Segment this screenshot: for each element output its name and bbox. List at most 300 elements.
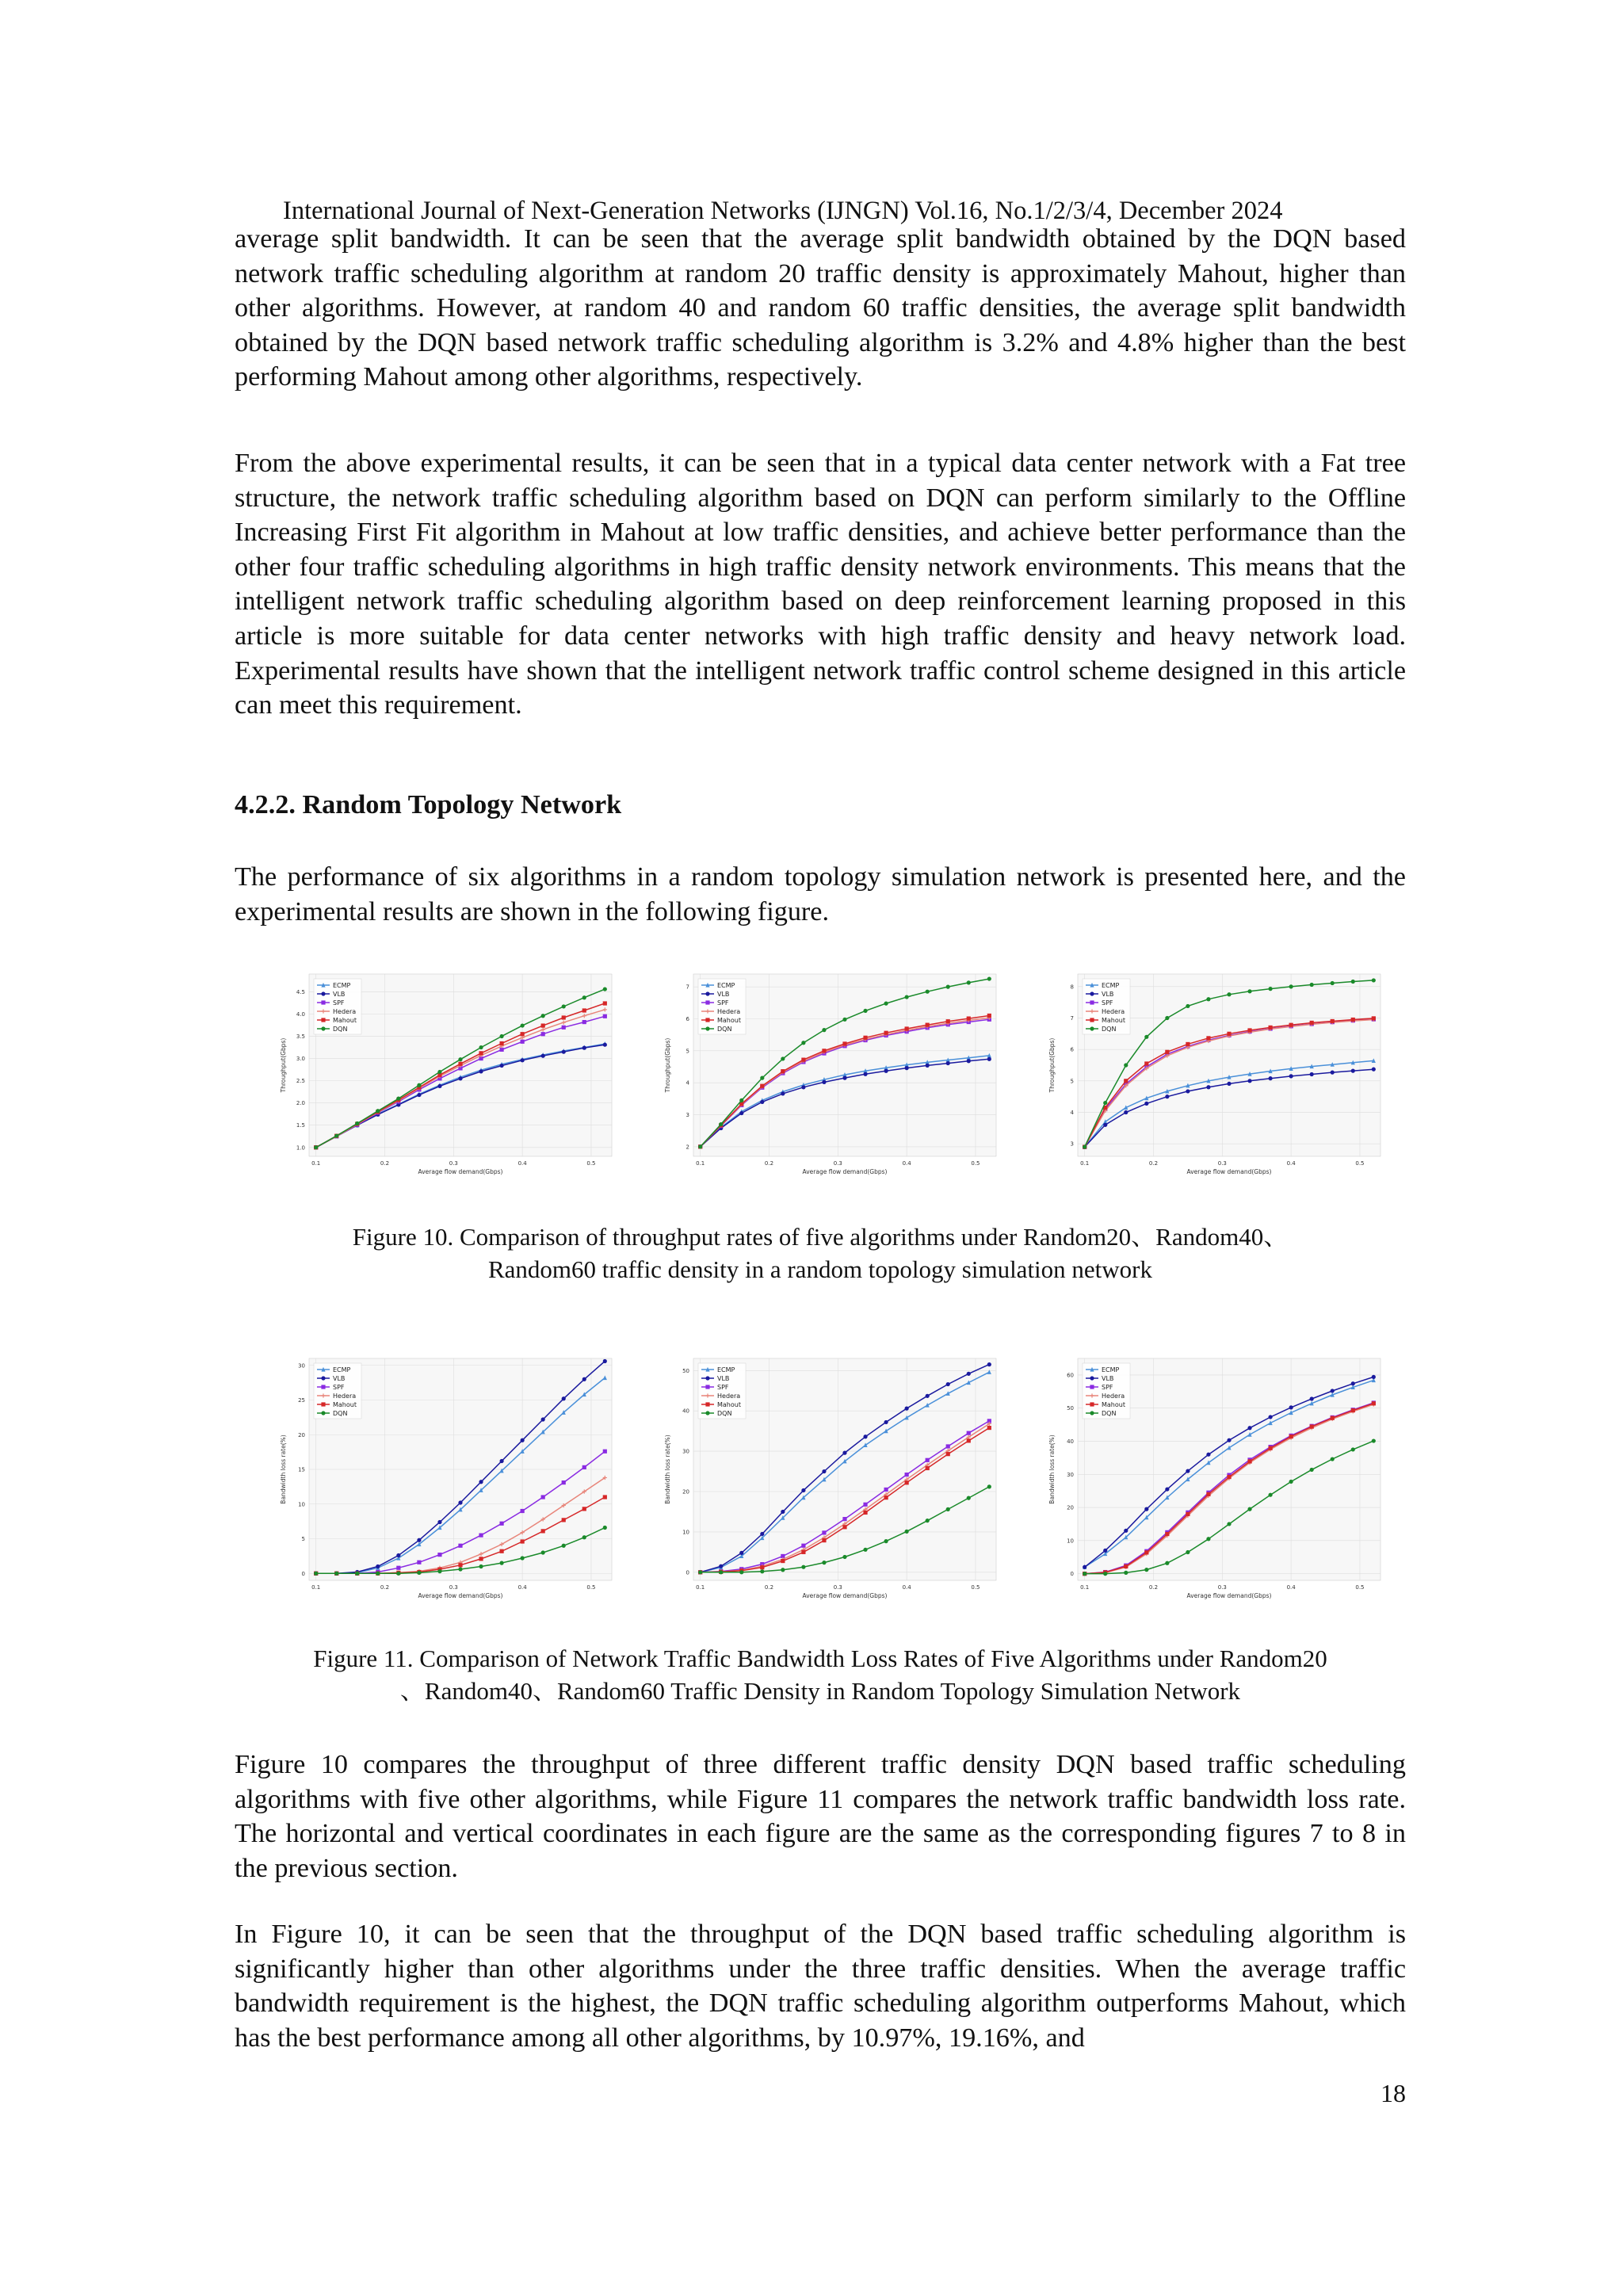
data-point-vlb: [417, 1093, 421, 1097]
data-point-dqn: [781, 1568, 785, 1572]
data-point-dqn: [1103, 1101, 1107, 1105]
data-point-spf: [541, 1032, 545, 1036]
data-point-vlb: [1124, 1110, 1128, 1114]
chart-10c-svg: [1021, 963, 1393, 1185]
data-point-spf: [417, 1561, 421, 1564]
data-point-dqn: [801, 1041, 805, 1045]
data-point-vlb: [822, 1469, 826, 1473]
data-point-vlb: [842, 1451, 846, 1455]
data-point-vlb: [1268, 1076, 1272, 1080]
data-point-vlb: [499, 1064, 503, 1068]
data-point-vlb: [458, 1500, 462, 1504]
x-tick-label: 0.2: [764, 1584, 774, 1591]
data-point-dqn: [417, 1083, 421, 1087]
data-point-vlb: [1165, 1487, 1169, 1491]
x-tick-label: 0.1: [1080, 1160, 1090, 1167]
data-point-mahout: [562, 1015, 566, 1019]
y-tick-label: 20: [1067, 1504, 1074, 1511]
data-point-dqn: [562, 1004, 566, 1008]
data-point-mahout: [603, 1001, 607, 1005]
data-point-vlb: [603, 1043, 607, 1047]
data-point-vlb: [884, 1420, 888, 1424]
data-point-vlb: [479, 1480, 483, 1484]
data-point-spf: [541, 1495, 545, 1499]
y-tick-label: 6: [685, 1015, 689, 1022]
data-point-mahout: [1227, 1475, 1231, 1479]
data-point-vlb: [760, 1100, 764, 1104]
data-point-dqn: [458, 1567, 462, 1571]
data-point-mahout: [1206, 1036, 1210, 1040]
data-point-dqn: [967, 1496, 971, 1500]
data-point-vlb: [739, 1551, 743, 1555]
data-point-dqn: [1268, 987, 1272, 991]
data-point-dqn: [863, 1009, 867, 1013]
figure-10-caption: [222, 1221, 1419, 1286]
data-point-spf: [884, 1488, 888, 1492]
legend-label-hedera: Hedera: [717, 1008, 741, 1015]
y-tick-label: 3: [685, 1112, 689, 1119]
data-point-dqn: [1083, 1145, 1086, 1149]
y-axis-label: Bandwidth loss rate(%): [1048, 1435, 1056, 1504]
y-tick-label: 3: [1070, 1140, 1074, 1148]
data-point-dqn: [521, 1556, 525, 1560]
data-point-vlb: [1289, 1405, 1293, 1409]
data-point-mahout: [1351, 1018, 1355, 1022]
y-tick-label: 10: [682, 1529, 689, 1536]
x-tick-label: 0.3: [833, 1584, 842, 1591]
y-axis-label: Throughput(Gbps): [1048, 1037, 1056, 1093]
data-point-dqn: [541, 1014, 545, 1018]
data-point-vlb: [562, 1396, 566, 1400]
data-point-vlb: [1372, 1068, 1376, 1072]
y-tick-label: 4: [1070, 1109, 1074, 1116]
data-point-vlb: [987, 1057, 991, 1061]
y-tick-label: 6: [1070, 1046, 1074, 1053]
data-point-vlb: [781, 1510, 785, 1514]
data-point-vlb: [946, 1061, 950, 1065]
legend-marker-mahout: [1090, 1018, 1094, 1022]
data-point-vlb: [905, 1066, 909, 1070]
data-point-dqn: [987, 1484, 991, 1488]
legend-marker-vlb: [321, 991, 325, 995]
data-point-mahout: [562, 1518, 566, 1522]
data-point-vlb: [1186, 1089, 1190, 1093]
x-axis-label: Average flow demand(Gbps): [802, 1168, 888, 1175]
data-point-mahout: [1331, 1416, 1335, 1420]
caption-line: Figure 11. Comparison of Network Traffic Bandwidth Loss Rates of Five Algorithms under Random20: [313, 1645, 1327, 1672]
legend-label-spf: SPF: [333, 999, 345, 1007]
data-point-vlb: [1331, 1389, 1335, 1392]
x-tick-label: 0.1: [1080, 1584, 1090, 1591]
y-tick-label: 4.5: [296, 988, 305, 995]
data-point-mahout: [822, 1049, 826, 1052]
data-point-vlb: [926, 1064, 930, 1068]
data-point-dqn: [499, 1034, 503, 1038]
legend-label-vlb: VLB: [1102, 1375, 1114, 1382]
x-tick-label: 0.5: [586, 1584, 596, 1591]
data-point-vlb: [863, 1072, 867, 1076]
data-point-mahout: [1372, 1401, 1376, 1405]
data-point-vlb: [967, 1372, 971, 1376]
data-point-dqn: [1227, 992, 1231, 996]
data-point-dqn: [1124, 1571, 1128, 1575]
data-point-dqn: [739, 1098, 743, 1102]
data-point-mahout: [884, 1031, 888, 1035]
data-point-mahout: [1247, 1459, 1251, 1463]
legend-label-spf: SPF: [1102, 1384, 1113, 1391]
x-tick-label: 0.4: [1286, 1584, 1296, 1591]
data-point-mahout: [781, 1559, 785, 1563]
x-tick-label: 0.2: [764, 1160, 774, 1167]
data-point-dqn: [603, 987, 607, 991]
chart-11b: [636, 1347, 1009, 1609]
caption-line: 、Random40、Random60 Traffic Density in Random Topology Simulation Network: [399, 1677, 1241, 1705]
legend-marker-mahout: [321, 1402, 325, 1406]
caption-line: Figure 10. Comparison of throughput rates of five algorithms under Random20、Random40、: [352, 1223, 1289, 1251]
legend-label-dqn: DQN: [717, 1410, 732, 1417]
data-point-dqn: [905, 1530, 909, 1534]
data-point-dqn: [760, 1076, 764, 1080]
x-tick-label: 0.2: [1148, 1160, 1159, 1167]
y-tick-label: 50: [1067, 1405, 1074, 1412]
data-point-vlb: [1351, 1381, 1355, 1385]
chart-11c: [1021, 1347, 1393, 1609]
data-point-mahout: [499, 1041, 503, 1045]
data-point-spf: [562, 1026, 566, 1030]
legend-marker-spf: [1090, 1385, 1094, 1389]
data-point-spf: [562, 1480, 566, 1484]
data-point-mahout: [1268, 1026, 1272, 1030]
data-point-dqn: [842, 1555, 846, 1559]
data-point-dqn: [314, 1572, 318, 1576]
y-tick-label: 40: [1067, 1438, 1074, 1445]
data-point-vlb: [926, 1394, 930, 1398]
y-tick-label: 1.0: [296, 1144, 305, 1152]
data-point-dqn: [967, 980, 971, 984]
paragraph-text: The performance of six algorithms in a random topology simulation network is presented here, and the experimental results are shown in the following figure.: [235, 862, 1406, 926]
data-point-vlb: [863, 1435, 867, 1438]
data-point-vlb: [946, 1382, 950, 1386]
data-point-mahout: [541, 1529, 545, 1533]
data-point-dqn: [396, 1572, 400, 1576]
legend-marker-spf: [321, 1000, 325, 1004]
data-point-mahout: [1124, 1079, 1128, 1083]
legend-label-hedera: Hedera: [1102, 1392, 1125, 1400]
legend-label-hedera: Hedera: [333, 1008, 357, 1015]
data-point-mahout: [760, 1084, 764, 1088]
data-point-dqn: [1206, 997, 1210, 1001]
data-point-vlb: [1289, 1074, 1293, 1078]
data-point-vlb: [842, 1076, 846, 1080]
y-tick-label: 2.5: [296, 1078, 305, 1085]
data-point-dqn: [355, 1572, 359, 1576]
data-point-mahout: [479, 1051, 483, 1055]
data-point-mahout: [1351, 1408, 1355, 1412]
data-point-spf: [842, 1517, 846, 1521]
x-tick-label: 0.3: [1217, 1160, 1227, 1167]
data-point-vlb: [1083, 1565, 1086, 1569]
data-point-mahout: [946, 1019, 950, 1023]
legend-marker-mahout: [705, 1402, 709, 1406]
x-axis-label: Average flow demand(Gbps): [418, 1168, 503, 1175]
data-point-mahout: [967, 1438, 971, 1442]
y-tick-label: 30: [298, 1362, 305, 1370]
data-point-spf: [582, 1020, 586, 1024]
legend-marker-spf: [1090, 1000, 1094, 1004]
data-point-mahout: [801, 1550, 805, 1554]
legend-label-dqn: DQN: [1102, 1410, 1117, 1417]
data-point-mahout: [905, 1480, 909, 1484]
legend-label-hedera: Hedera: [717, 1392, 741, 1400]
paragraph-text: Figure 10 compares the throughput of three different traffic density DQN based traffic scheduling algorithms with five other algorithms, while Figure 11 compares the network traffic bandwidth loss rate. The horizontal and vertical coordinates in each figure are the same as the corresponding figures 7 to 8 in the previous section.: [235, 1750, 1406, 1883]
data-point-dqn: [1372, 978, 1376, 982]
data-point-mahout: [1289, 1435, 1293, 1438]
data-point-mahout: [603, 1495, 607, 1499]
data-point-vlb: [376, 1564, 380, 1568]
x-tick-label: 0.4: [902, 1160, 911, 1167]
data-point-vlb: [1206, 1085, 1210, 1089]
legend-label-ecmp: ECMP: [717, 1366, 735, 1373]
data-point-vlb: [499, 1459, 503, 1463]
legend-label-mahout: Mahout: [717, 1401, 741, 1408]
legend-marker-mahout: [1090, 1402, 1094, 1406]
data-point-dqn: [863, 1548, 867, 1552]
data-point-spf: [603, 1450, 607, 1454]
legend-marker-dqn: [321, 1026, 325, 1030]
data-point-mahout: [863, 1511, 867, 1515]
data-point-mahout: [541, 1023, 545, 1027]
data-point-dqn: [376, 1572, 380, 1576]
data-point-dqn: [719, 1570, 723, 1574]
data-point-mahout: [582, 1008, 586, 1012]
legend-label-mahout: Mahout: [717, 1017, 741, 1024]
data-point-vlb: [822, 1080, 826, 1084]
data-point-dqn: [739, 1570, 743, 1574]
data-point-dqn: [1227, 1522, 1231, 1526]
legend-marker-vlb: [705, 1376, 709, 1380]
y-tick-label: 5: [1070, 1078, 1074, 1085]
y-tick-label: 7: [685, 984, 689, 991]
data-point-mahout: [1206, 1492, 1210, 1496]
data-point-dqn: [926, 990, 930, 994]
y-tick-label: 2: [685, 1144, 689, 1151]
data-point-dqn: [905, 995, 909, 999]
data-point-mahout: [946, 1452, 950, 1456]
data-point-dqn: [781, 1056, 785, 1060]
data-point-dqn: [884, 1002, 888, 1006]
data-point-mahout: [1247, 1028, 1251, 1032]
paragraph-split-bandwidth: [235, 222, 1406, 395]
x-tick-label: 0.5: [586, 1160, 596, 1167]
paragraph-experimental-results: [235, 446, 1406, 723]
data-point-vlb: [1247, 1079, 1251, 1083]
legend-label-ecmp: ECMP: [333, 982, 351, 989]
data-point-dqn: [562, 1544, 566, 1548]
data-point-mahout: [905, 1026, 909, 1030]
caption-line: Random60 traffic density in a random topology simulation network: [487, 1255, 1152, 1283]
data-point-dqn: [1083, 1572, 1086, 1576]
y-axis-label: Throughput(Gbps): [664, 1037, 671, 1093]
legend-label-ecmp: ECMP: [1102, 982, 1120, 989]
x-tick-label: 0.4: [902, 1584, 911, 1591]
data-point-mahout: [458, 1062, 462, 1066]
data-point-dqn: [1186, 1004, 1190, 1008]
x-tick-label: 0.5: [971, 1160, 980, 1167]
data-point-vlb: [562, 1050, 566, 1054]
data-point-mahout: [1310, 1021, 1314, 1025]
data-point-vlb: [1103, 1549, 1107, 1553]
y-axis-label: Bandwidth loss rate(%): [664, 1435, 671, 1504]
x-tick-label: 0.3: [833, 1160, 842, 1167]
legend-label-ecmp: ECMP: [717, 982, 735, 989]
data-point-mahout: [499, 1549, 503, 1553]
y-tick-label: 10: [1067, 1538, 1074, 1545]
data-point-mahout: [760, 1565, 764, 1569]
x-tick-label: 0.3: [449, 1584, 458, 1591]
data-point-spf: [905, 1473, 909, 1477]
data-point-dqn: [1351, 1447, 1355, 1451]
data-point-dqn: [698, 1570, 702, 1574]
data-point-dqn: [603, 1526, 607, 1530]
data-point-dqn: [1310, 1468, 1314, 1472]
chart-11a: [252, 1347, 624, 1609]
data-point-spf: [396, 1566, 400, 1570]
figure-11-caption: [222, 1642, 1419, 1707]
y-axis-label: Throughput(Gbps): [280, 1037, 287, 1093]
data-point-spf: [437, 1553, 441, 1557]
data-point-vlb: [479, 1069, 483, 1073]
y-tick-label: 10: [298, 1501, 305, 1508]
data-point-dqn: [1247, 989, 1251, 993]
legend-label-mahout: Mahout: [1102, 1401, 1125, 1408]
legend-label-vlb: VLB: [333, 1375, 346, 1382]
data-point-dqn: [1289, 1480, 1293, 1484]
data-point-dqn: [582, 1535, 586, 1539]
y-tick-label: 0: [1070, 1571, 1074, 1578]
data-point-dqn: [541, 1550, 545, 1554]
data-point-dqn: [1268, 1493, 1272, 1497]
legend-label-vlb: VLB: [1102, 991, 1114, 998]
data-point-vlb: [801, 1488, 805, 1492]
data-point-dqn: [822, 1028, 826, 1032]
data-point-vlb: [1103, 1123, 1107, 1127]
data-point-mahout: [458, 1563, 462, 1567]
data-point-vlb: [905, 1407, 909, 1411]
data-point-mahout: [801, 1058, 805, 1062]
data-point-dqn: [698, 1144, 702, 1148]
data-point-spf: [521, 1509, 525, 1513]
data-point-dqn: [376, 1109, 380, 1113]
y-tick-label: 0: [301, 1570, 305, 1577]
data-point-spf: [801, 1544, 805, 1548]
y-tick-label: 7: [1070, 1015, 1074, 1022]
y-tick-label: 1.5: [296, 1122, 305, 1129]
y-axis-label: Bandwidth loss rate(%): [280, 1435, 287, 1504]
paragraph-figure-comparison: [235, 1748, 1406, 1885]
y-tick-label: 25: [298, 1397, 305, 1404]
legend-marker-dqn: [321, 1411, 325, 1415]
paragraph-text: In Figure 10, it can be seen that the throughput of the DQN based traffic scheduling algorithm is significantly higher than other algorithms under the three traffic densities. When the average traffic bandwidth requirement is the highest, the DQN traffic scheduling algorithm outperforms Mahout, which has the best performance among all other algorithms, by 10.97%, 19.16%, and: [235, 1920, 1406, 2053]
legend-label-hedera: Hedera: [1102, 1008, 1125, 1015]
data-point-dqn: [946, 1507, 950, 1511]
data-point-vlb: [603, 1359, 607, 1363]
data-point-mahout: [884, 1496, 888, 1499]
x-tick-label: 0.2: [1148, 1584, 1159, 1591]
data-point-mahout: [1331, 1019, 1335, 1023]
figure-11: [252, 1347, 1393, 1609]
data-point-dqn: [822, 1561, 826, 1564]
legend-marker-vlb: [1090, 1376, 1094, 1380]
chart-10b: [636, 963, 1009, 1185]
x-axis-label: Average flow demand(Gbps): [1186, 1168, 1272, 1175]
y-tick-label: 8: [1070, 984, 1074, 991]
data-point-mahout: [1124, 1564, 1128, 1568]
legend-label-vlb: VLB: [717, 1375, 730, 1382]
data-point-mahout: [1144, 1550, 1148, 1554]
data-point-vlb: [541, 1417, 545, 1421]
data-point-dqn: [334, 1572, 338, 1576]
legend-marker-vlb: [1090, 991, 1094, 995]
data-point-vlb: [437, 1520, 441, 1524]
legend-label-ecmp: ECMP: [1102, 1366, 1120, 1373]
x-tick-label: 0.5: [971, 1584, 980, 1591]
data-point-dqn: [437, 1070, 441, 1074]
page-number: 18: [1381, 2079, 1406, 2107]
x-tick-label: 0.1: [311, 1584, 321, 1591]
data-point-vlb: [1144, 1102, 1148, 1106]
legend-label-mahout: Mahout: [1102, 1017, 1125, 1024]
y-tick-label: 0: [685, 1569, 689, 1576]
paragraph-text: From the above experimental results, it can be seen that in a typical data center network with a Fat tree structure, the network traffic scheduling algorithm based on DQN can perform similarly to the Offline Increasing First Fit algorithm in Mahout at low traffic densities, and achieve better performance than the other four traffic scheduling algorithms in high traffic density network environments. This means that the intelligent network traffic scheduling algorithm based on deep reinforcement learning proposed in this article is more suitable for data center networks with high traffic density and heavy network load. Experimental results have shown that the intelligent network traffic control scheme designed in this article can meet this requirement.: [235, 449, 1406, 720]
legend-marker-dqn: [705, 1411, 709, 1415]
data-point-dqn: [1103, 1572, 1107, 1576]
data-point-mahout: [582, 1507, 586, 1511]
data-point-mahout: [1372, 1016, 1376, 1020]
data-point-dqn: [499, 1561, 503, 1565]
data-point-dqn: [1165, 1561, 1169, 1565]
paragraph-random-topology: [235, 860, 1406, 929]
journal-header: International Journal of Next-Generation Networks (IJNGN) Vol.16, No.1/2/3/4, December 2024: [283, 197, 1283, 225]
y-tick-label: 3.0: [296, 1056, 305, 1063]
data-point-vlb: [739, 1111, 743, 1115]
data-point-spf: [499, 1048, 503, 1052]
data-point-vlb: [1227, 1082, 1231, 1086]
data-point-vlb: [719, 1564, 723, 1568]
data-point-vlb: [458, 1076, 462, 1080]
data-point-vlb: [1186, 1469, 1190, 1473]
legend-label-mahout: Mahout: [333, 1017, 357, 1024]
y-tick-label: 4.0: [296, 1010, 305, 1018]
data-point-vlb: [1165, 1095, 1169, 1098]
data-point-dqn: [314, 1145, 318, 1149]
figure-10: [252, 963, 1393, 1185]
data-point-dqn: [719, 1122, 723, 1126]
x-tick-label: 0.2: [380, 1160, 390, 1167]
data-point-vlb: [1124, 1529, 1128, 1533]
data-point-vlb: [1310, 1072, 1314, 1076]
data-point-dqn: [801, 1565, 805, 1569]
data-point-mahout: [926, 1466, 930, 1470]
data-point-vlb: [582, 1046, 586, 1050]
data-point-mahout: [1186, 1512, 1190, 1516]
legend-label-dqn: DQN: [333, 1026, 348, 1033]
y-tick-label: 60: [1067, 1372, 1074, 1379]
x-tick-label: 0.1: [696, 1584, 705, 1591]
data-point-vlb: [781, 1091, 785, 1095]
data-point-spf: [926, 1458, 930, 1462]
data-point-mahout: [987, 1426, 991, 1430]
paragraph-text: average split bandwidth. It can be seen that the average split bandwidth obtained by the DQN based network traffic scheduling algorithm at random 20 traffic density is approximately Mahout, higher than other algorithms. However, at random 40 and random 60 traffic densities, the average split bandwidth obtained by the DQN based network traffic scheduling algorithm is 3.2% and 4.8% higher than the best performing Mahout among other algorithms, respectively.: [235, 224, 1406, 392]
